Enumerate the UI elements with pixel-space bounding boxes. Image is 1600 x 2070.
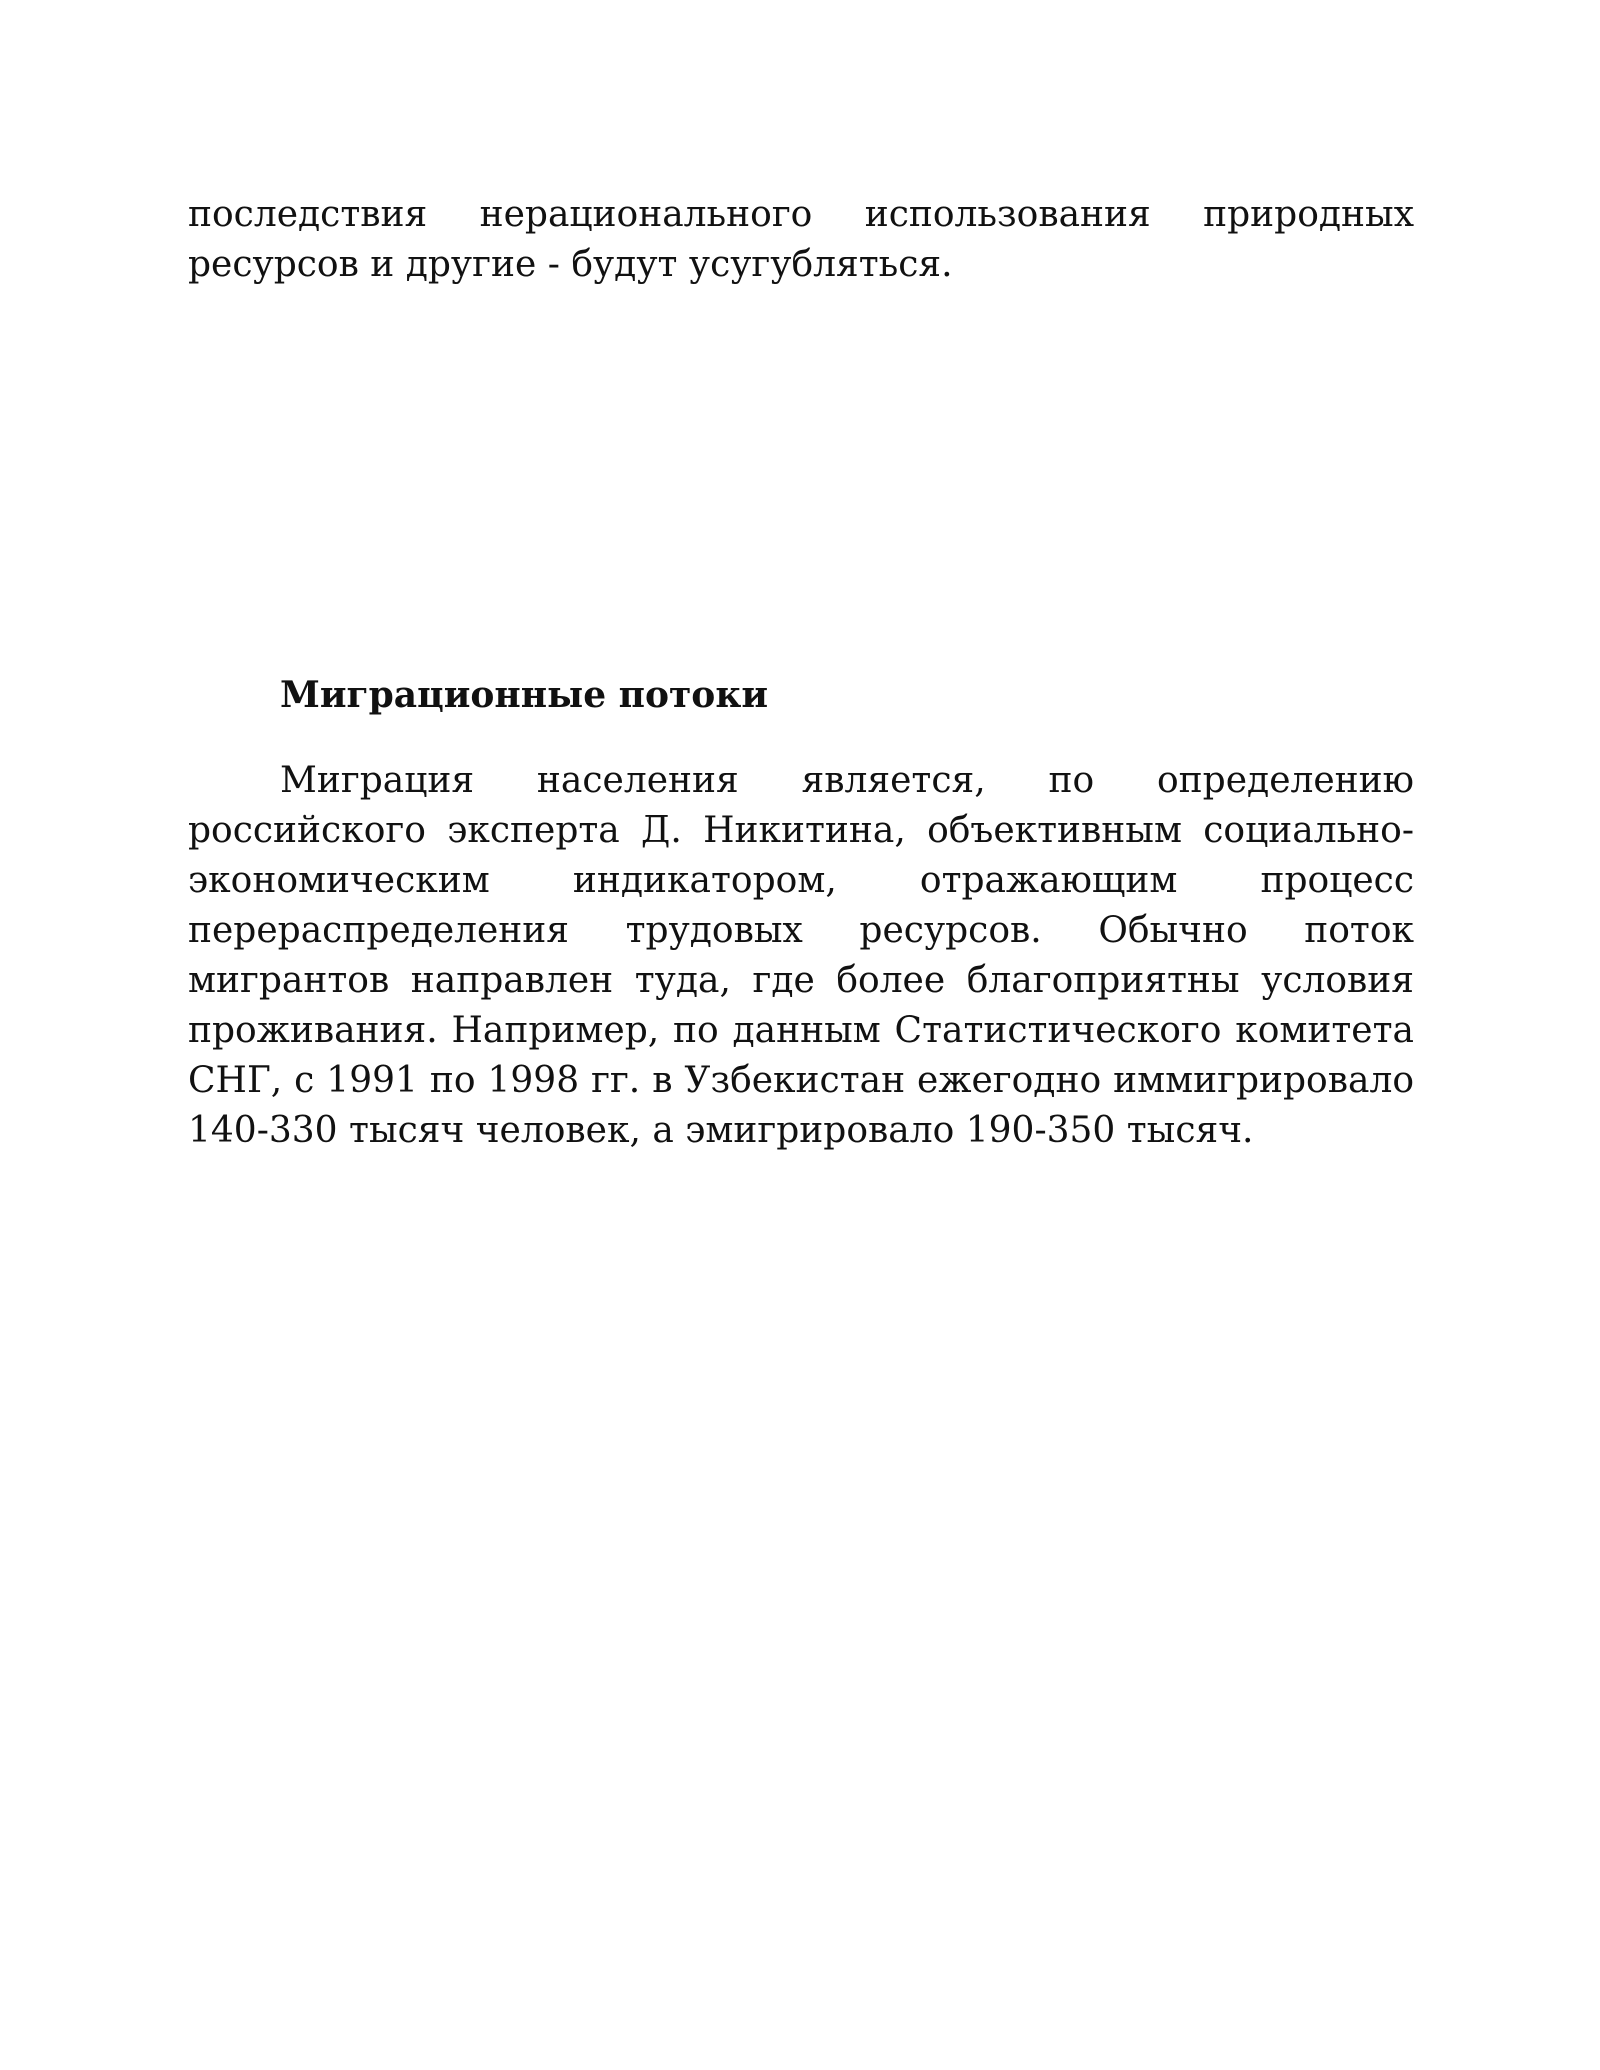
paragraph-continuation: последствия нерационального использования природных ресурсов и другие - будут усугубляться. — [188, 194, 1414, 285]
section-heading: Миграционные потоки — [280, 674, 769, 716]
paragraph-migration: Миграция населения является, по определению российского эксперта Д. Никитина, объективным социально-экономическим индикатором, отражающим процесс перераспределения трудовых ресурсов. Обычно поток мигрантов направлен туда, где более благоприятны условия проживания. Например, по данным Статистического комитета СНГ, с 1991 по 1998 гг. в Узбекистан ежегодно иммигрировало 140-330 тысяч человек, а эмигрировало 190-350 тысяч. — [188, 760, 1414, 1151]
